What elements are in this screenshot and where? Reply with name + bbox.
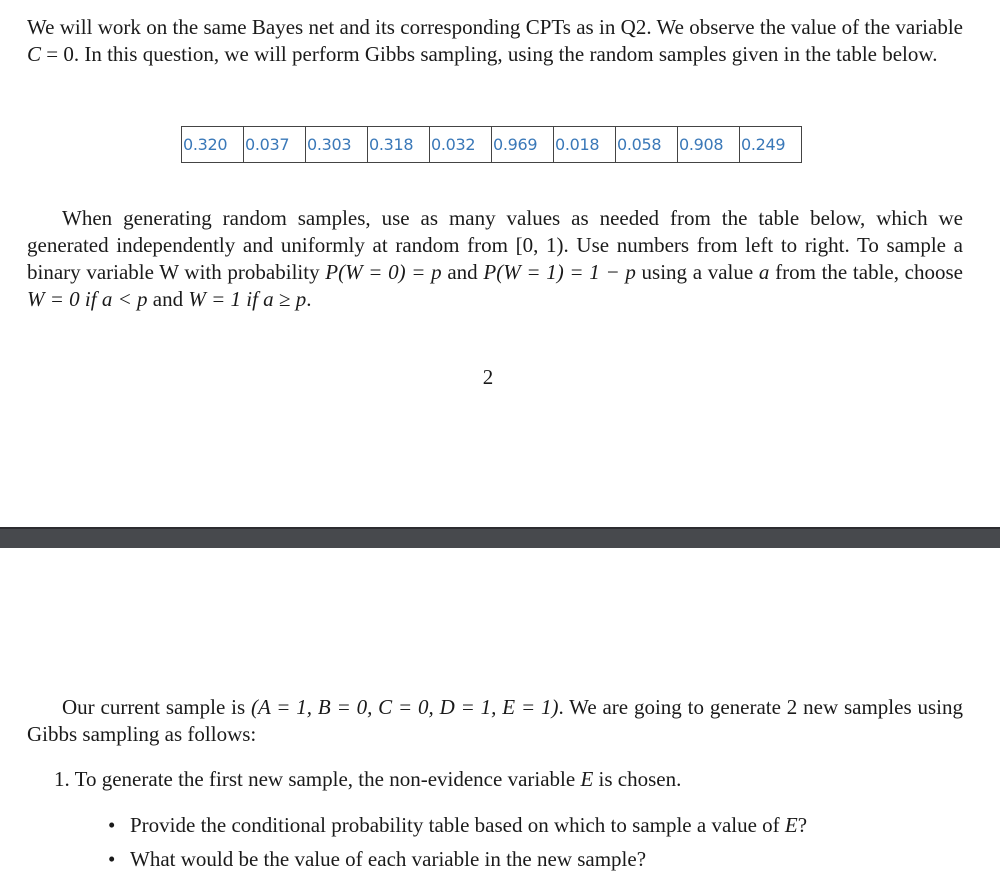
instructions-text-1: When generating random samples, use as many values as needed from the table below, which we generated independently and uniformly at random from [0, 1). Use numbers from left to right. To sample a binary variable W with probability (27, 206, 963, 284)
bullet-item-cpt (108, 812, 807, 839)
random-value-cell: 0.018 (554, 127, 616, 163)
instructions-text-6: . (306, 287, 312, 311)
bullet-text-1: What would be the value of each variable in the new sample? (130, 847, 647, 871)
current-sample-text-2: . We are going to generate 2 new samples using Gibbs sampling as follows: (27, 695, 963, 746)
random-value-cell: 0.037 (244, 127, 306, 163)
random-value-cell: 0.320 (182, 127, 244, 163)
variable-e: E (784, 813, 798, 837)
document-page-3 (0, 548, 1000, 884)
page-separator (0, 527, 1000, 548)
prob-w1-expression: P(W = 1) = 1 − p (483, 260, 636, 284)
list-item-1 (54, 766, 681, 793)
random-value-cell: 0.908 (678, 127, 740, 163)
random-value-cell: 0.318 (368, 127, 430, 163)
random-value-cell: 0.303 (306, 127, 368, 163)
rule-w0-expression: W = 0 if a < p (27, 287, 148, 311)
current-sample-text-1: Our current sample is (62, 695, 251, 719)
page-number: 2 (482, 365, 494, 389)
instructions-text-4: from the table, choose (769, 260, 963, 284)
instructions-text-2: and (441, 260, 484, 284)
instructions-text-3: using a value (635, 260, 759, 284)
instructions-paragraph (27, 205, 963, 313)
random-values-table (181, 126, 802, 163)
random-value-cell: 0.969 (492, 127, 554, 163)
list-item-text-2: is chosen. (593, 767, 682, 791)
instructions-text-5: and (147, 287, 189, 311)
variable-e: E (580, 767, 594, 791)
bullet-icon: • (108, 813, 116, 837)
intro-text-2: = 0. In this question, we will perform Gibbs sampling, using the random samples given in the table below. (41, 42, 938, 66)
intro-text-1: We will work on the same Bayes net and its corresponding CPTs as in Q2. We observe the value of the variable (27, 15, 963, 39)
random-value-cell: 0.249 (740, 127, 802, 163)
bullet-text-1: Provide the conditional probability table based on which to sample a value of (130, 813, 785, 837)
bullet-text-2: ? (797, 813, 808, 837)
prob-w0-expression: P(W = 0) = p (325, 260, 442, 284)
intro-paragraph (27, 14, 963, 68)
bullet-icon: • (108, 847, 116, 871)
variable-c: C (27, 42, 42, 66)
current-sample-paragraph (27, 694, 963, 748)
random-values-row (182, 127, 802, 163)
rule-w1-expression: W = 1 if a ≥ p (188, 287, 307, 311)
random-value-cell: 0.032 (430, 127, 492, 163)
random-value-cell: 0.058 (616, 127, 678, 163)
list-item-number: 1. (54, 767, 70, 791)
bullet-item-values (108, 846, 646, 873)
variable-a: a (758, 260, 770, 284)
current-sample-tuple: (A = 1, B = 0, C = 0, D = 1, E = 1) (251, 695, 559, 719)
list-item-text-1: To generate the first new sample, the non-evidence variable (74, 767, 581, 791)
